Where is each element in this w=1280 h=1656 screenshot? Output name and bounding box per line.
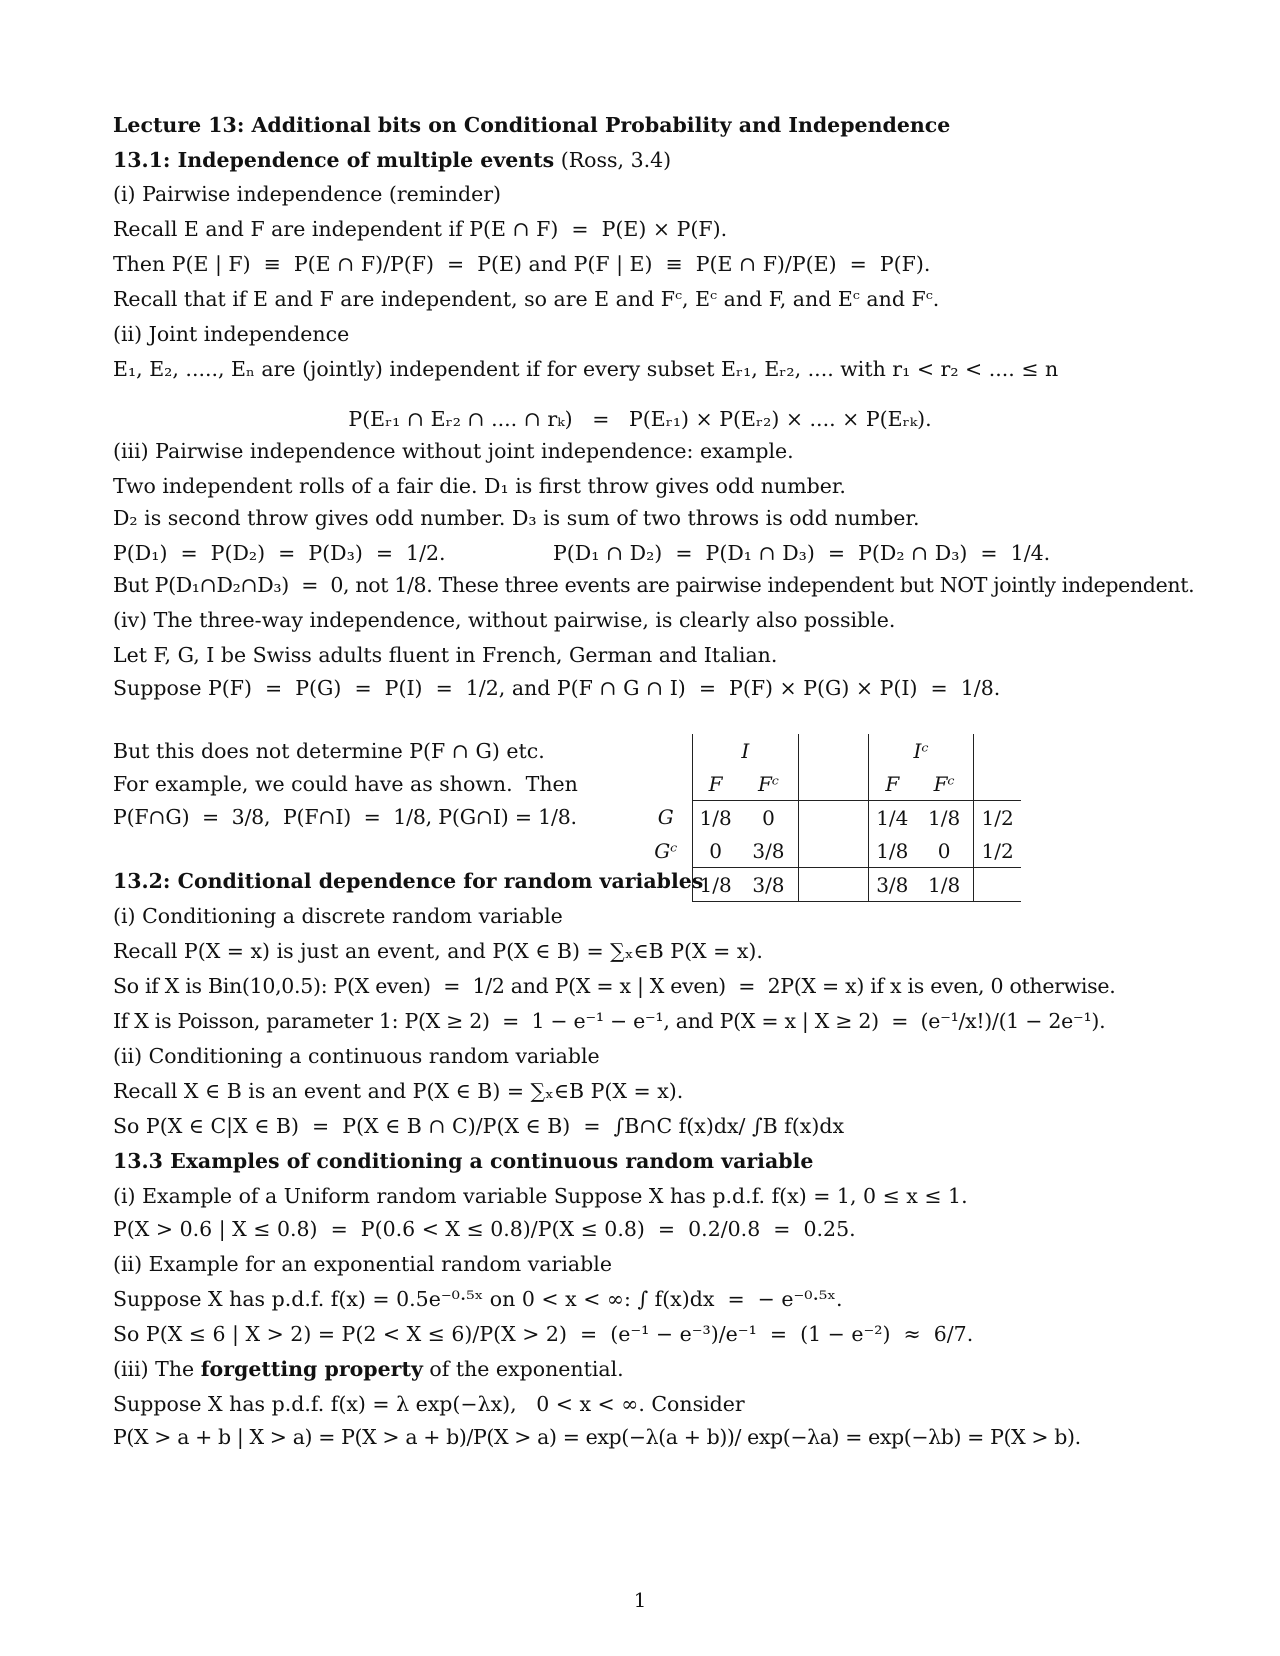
table-cell: 0 xyxy=(915,834,973,868)
text-line: Suppose X has p.d.f. f(x) = 0.5e⁻⁰·⁵ˣ on 0 < x < ∞: ∫ f(x)dx = − e⁻⁰·⁵ˣ. xyxy=(113,1287,843,1311)
text-line: (iv) The three-way independence, without pairwise, is clearly also possible. xyxy=(113,608,896,632)
table-cell: 1/8 xyxy=(915,801,973,835)
lecture-title: Lecture 13: Additional bits on Conditional Probability and Independence xyxy=(113,113,951,137)
text-line: (iii) Pairwise independence without joint independence: example. xyxy=(113,439,794,463)
table-subheader-row xyxy=(640,767,1021,801)
equation-left: P(D₁) = P(D₂) = P(D₃) = 1/2. xyxy=(113,541,446,565)
section-heading-text: 13.1: Independence of multiple events xyxy=(113,148,555,172)
table-cell: 0 xyxy=(739,801,799,835)
table-cell: 1/8 xyxy=(915,868,973,902)
text-line: So if X is Bin(10,0.5): P(X even) = 1/2 and P(X = x | X even) = 2P(X = x) if x is even, 0 otherwise. xyxy=(113,974,1116,998)
text-line: P(X > 0.6 | X ≤ 0.8) = P(0.6 < X ≤ 0.8)/P(X ≤ 0.8) = 0.2/0.8 = 0.25. xyxy=(113,1217,856,1241)
text-line: (i) Pairwise independence (reminder) xyxy=(113,182,502,206)
text-line: Suppose P(F) = P(G) = P(I) = 1/2, and P(F ∩ G ∩ I) = P(F) × P(G) × P(I) = 1/8. xyxy=(113,676,1001,700)
text-line: Recall that if E and F are independent, so are E and Fᶜ, Eᶜ and F, and Eᶜ and Fᶜ. xyxy=(113,287,940,311)
text-line: So P(X ∈ C|X ∈ B) = P(X ∈ B ∩ C)/P(X ∈ B) = ∫B∩C f(x)dx/ ∫B f(x)dx xyxy=(113,1114,845,1138)
table-row xyxy=(640,834,1021,868)
table-header-Ic: Iᶜ xyxy=(869,734,974,767)
text-fragment: (iii) The xyxy=(113,1357,201,1381)
text-line: (ii) Joint independence xyxy=(113,322,350,346)
table-header-row xyxy=(640,734,1021,767)
text-line: (ii) Example for an exponential random variable xyxy=(113,1252,612,1276)
table-header-F: F xyxy=(692,767,739,801)
text-line: Recall P(X = x) is just an event, and P(X ∈ B) = ∑ₓ∈B P(X = x). xyxy=(113,939,763,963)
text-line xyxy=(113,1356,624,1382)
text-line: So P(X ≤ 6 | X > 2) = P(2 < X ≤ 6)/P(X > 2) = (e⁻¹ − e⁻³)/e⁻¹ = (1 − e⁻²) ≈ 6/7. xyxy=(113,1322,974,1346)
table-cell: 1/8 xyxy=(869,834,916,868)
section-reference: (Ross, 3.4) xyxy=(554,148,672,172)
text-line: But P(D₁∩D₂∩D₃) = 0, not 1/8. These three events are pairwise independent but NOT jointly independent. xyxy=(113,573,1195,597)
text-line: Recall E and F are independent if P(E ∩ F) = P(E) × P(F). xyxy=(113,217,728,241)
text-line: For example, we could have as shown. Then xyxy=(113,772,578,796)
text-line: P(F∩G) = 3/8, P(F∩I) = 1/8, P(G∩I) = 1/8. xyxy=(113,805,577,829)
table-cell: 1/8 xyxy=(692,868,739,902)
text-line: E₁, E₂, ....., Eₙ are (jointly) independent if for every subset Eᵣ₁, Eᵣ₂, .... with r₁ < r₂ < .... ≤ n xyxy=(113,357,1059,381)
text-line: Then P(E | F) ≡ P(E ∩ F)/P(F) = P(E) and P(F | E) ≡ P(E ∩ F)/P(E) = P(F). xyxy=(113,252,931,276)
text-line: Suppose X has p.d.f. f(x) = λ exp(−λx), 0 < x < ∞. Consider xyxy=(113,1392,745,1416)
table-cell: 1/2 xyxy=(973,834,1021,868)
text-line: If X is Poisson, parameter 1: P(X ≥ 2) = 1 − e⁻¹ − e⁻¹, and P(X = x | X ≥ 2) = (e⁻¹/x!)/(1 − 2e⁻¹). xyxy=(113,1009,1106,1033)
text-line: Let F, G, I be Swiss adults fluent in French, German and Italian. xyxy=(113,643,778,667)
text-line: Two independent rolls of a fair die. D₁ is first throw gives odd number. xyxy=(113,474,846,498)
text-line: Recall X ∈ B is an event and P(X ∈ B) = ∑ₓ∈B P(X = x). xyxy=(113,1079,684,1103)
table-header-Fc: Fᶜ xyxy=(933,771,955,796)
table-cell: 1/4 xyxy=(869,801,916,835)
text-line: D₂ is second throw gives odd number. D₃ is sum of two throws is odd number. xyxy=(113,506,920,530)
equation-right: P(D₁ ∩ D₂) = P(D₁ ∩ D₃) = P(D₂ ∩ D₃) = 1/4. xyxy=(553,541,1051,565)
text-line: P(X > a + b | X > a) = P(X > a + b)/P(X > a) = exp(−λ(a + b))/ exp(−λa) = exp(−λb) = P(X > b). xyxy=(113,1425,1081,1449)
table-header-Fc: Fᶜ xyxy=(757,771,779,796)
table-header-I: I xyxy=(692,734,799,767)
text-line: But this does not determine P(F ∩ G) etc. xyxy=(113,739,545,763)
table-cell: 0 xyxy=(692,834,739,868)
table-cell: 1/8 xyxy=(692,801,739,835)
section-13-1-heading xyxy=(113,147,671,173)
table-header-F: F xyxy=(869,767,916,801)
table-cell: 1/2 xyxy=(973,801,1021,835)
table-cell: 3/8 xyxy=(739,834,799,868)
text-line: (ii) Conditioning a continuous random variable xyxy=(113,1044,600,1068)
table-row-label-G: G xyxy=(657,805,674,830)
table-row xyxy=(640,801,1021,835)
text-line: (i) Conditioning a discrete random variable xyxy=(113,904,563,928)
text-fragment: of the exponential. xyxy=(422,1357,624,1381)
text-line: (i) Example of a Uniform random variable Suppose X has p.d.f. f(x) = 1, 0 ≤ x ≤ 1. xyxy=(113,1184,968,1208)
section-13-3-heading: 13.3 Examples of conditioning a continuous random variable xyxy=(113,1149,814,1173)
emphasis-term: forgetting property xyxy=(200,1357,423,1381)
page-number: 1 xyxy=(633,1588,647,1612)
table-cell: 3/8 xyxy=(869,868,916,902)
section-13-2-heading: 13.2: Conditional dependence for random variables xyxy=(113,869,704,893)
display-equation: P(Eᵣ₁ ∩ Eᵣ₂ ∩ .... ∩ rₖ) = P(Eᵣ₁) × P(Eᵣ₂) × .... × P(Eᵣₖ). xyxy=(348,407,932,431)
table-row-label-Gc: Gᶜ xyxy=(654,838,678,863)
table-cell: 3/8 xyxy=(739,868,799,902)
